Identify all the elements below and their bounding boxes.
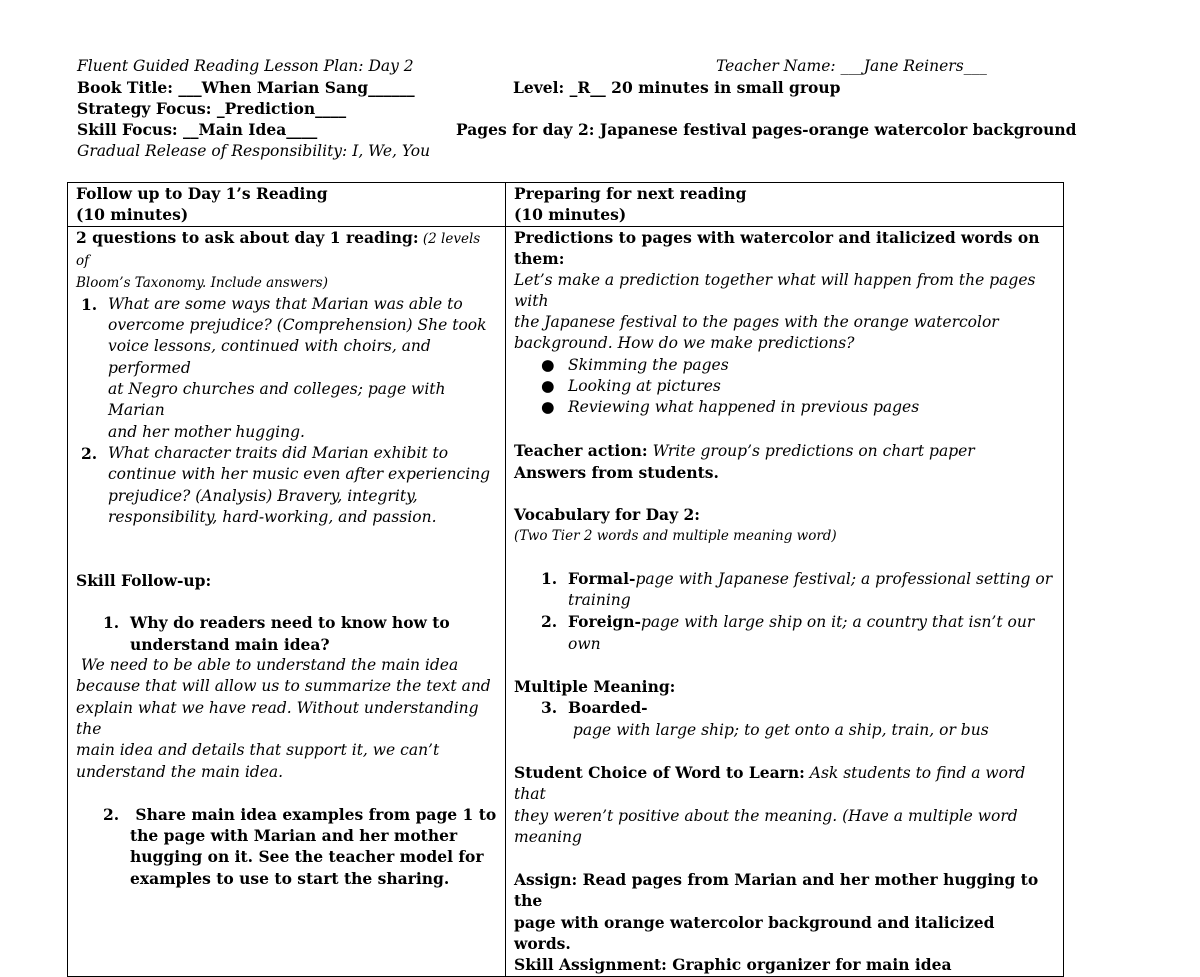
bullet-icon: ● bbox=[541, 398, 555, 417]
right-column-header bbox=[506, 183, 1064, 227]
question-line: responsibility, hard-working, and passion. bbox=[108, 507, 437, 526]
student-choice-text-cont: meaning bbox=[514, 827, 582, 846]
right-header-duration: (10 minutes) bbox=[514, 205, 627, 225]
followup-list-1 bbox=[76, 612, 497, 655]
list-item bbox=[76, 612, 497, 655]
predictions-text-line: background. How do we make predictions? bbox=[514, 334, 855, 353]
predictions-heading-cont: them: bbox=[514, 249, 565, 269]
pages-day-2: Pages for day 2: Japanese festival pages-orange watercolor background bbox=[456, 120, 1077, 139]
list-number: 1. bbox=[103, 613, 120, 633]
followup-answer-line: because that will allow us to summarize the text and bbox=[76, 677, 491, 696]
followup-answer-line: explain what we have read. Without understanding the bbox=[76, 698, 479, 738]
list-number: 2. bbox=[103, 804, 120, 824]
assign-line: Assign: Read pages from Marian and her mother hugging to the bbox=[514, 870, 1039, 911]
followup-list-2 bbox=[76, 804, 497, 889]
followup-answer-line: We need to be able to understand the main idea bbox=[76, 656, 459, 675]
bullet-icon: ● bbox=[541, 355, 555, 374]
student-choice-label: Student Choice of Word to Learn: bbox=[514, 762, 805, 782]
table-body-row bbox=[68, 227, 1064, 977]
vocab-word: Formal- bbox=[568, 568, 636, 588]
list-item bbox=[514, 355, 1055, 376]
left-header-duration: (10 minutes) bbox=[76, 205, 189, 225]
questions-note-cont: Bloom’s Taxonomy. Include answers) bbox=[76, 274, 328, 291]
student-choice-text: Ask students to find a word that bbox=[514, 763, 1026, 804]
skill-assignment: Skill Assignment: Graphic organizer for main idea bbox=[514, 955, 952, 975]
followup-line: Why do readers need to know how to bbox=[130, 613, 450, 633]
prediction-strategies-list bbox=[514, 355, 1055, 419]
question-line: continue with her music even after experiencing bbox=[108, 465, 491, 484]
answers-label: Answers from students. bbox=[514, 462, 719, 482]
table-header-row bbox=[68, 183, 1064, 227]
predictions-heading: Predictions to pages with watercolor and italicized words on bbox=[514, 228, 1040, 247]
skill-focus: Skill Focus: __Main Idea____ bbox=[77, 120, 318, 139]
vocab-word: Foreign- bbox=[568, 612, 641, 632]
left-column-header bbox=[68, 183, 506, 227]
bullet-text: Skimming the pages bbox=[568, 355, 729, 374]
left-header-title: Follow up to Day 1’s Reading bbox=[76, 184, 328, 203]
lesson-plan-table bbox=[67, 182, 1064, 977]
list-number: 1. bbox=[81, 294, 98, 314]
followup-line: hugging on it. See the teacher model for bbox=[130, 847, 484, 867]
vocab-definition: page with large ship; to get onto a ship, train, or bus bbox=[568, 720, 989, 739]
bullet-text: Looking at pictures bbox=[568, 377, 721, 396]
multiple-meaning-heading: Multiple Meaning: bbox=[514, 677, 676, 697]
right-header-title: Preparing for next reading bbox=[514, 184, 747, 203]
list-number: 1. bbox=[541, 568, 558, 588]
bullet-text: Reviewing what happened in previous pages bbox=[568, 398, 920, 417]
list-number: 2. bbox=[541, 612, 558, 632]
followup-answer-line: understand the main idea. bbox=[76, 762, 284, 781]
teacher-name: Teacher Name: ___Jane Reiners___ bbox=[716, 57, 987, 75]
question-line: prejudice? (Analysis) Bravery, integrity, bbox=[108, 486, 418, 505]
multiple-meaning-list bbox=[514, 697, 1055, 741]
followup-line: examples to use to start the sharing. bbox=[130, 868, 450, 888]
skill-followup-heading: Skill Follow-up: bbox=[76, 571, 212, 591]
question-line: voice lessons, continued with choirs, and performed bbox=[108, 337, 431, 377]
right-column-body bbox=[506, 227, 1064, 977]
list-item bbox=[514, 397, 1055, 418]
question-line: overcome prejudice? (Comprehension) She took bbox=[108, 316, 487, 335]
vocab-definition-cont: training bbox=[568, 591, 631, 610]
question-line: What character traits did Marian exhibit to bbox=[108, 443, 449, 462]
plan-title: Fluent Guided Reading Lesson Plan: Day 2 bbox=[77, 57, 414, 75]
followup-line: the page with Marian and her mother bbox=[130, 826, 458, 846]
gradual-release: Gradual Release of Responsibility: I, We, You bbox=[77, 142, 431, 160]
assign-line: page with orange watercolor background and italicized words. bbox=[514, 912, 995, 954]
left-column-body bbox=[68, 227, 506, 977]
vocab-definition: page with Japanese festival; a professional setting or bbox=[635, 569, 1053, 588]
vocab-word: Boarded- bbox=[568, 698, 648, 718]
followup-line: understand main idea? bbox=[130, 634, 330, 654]
predictions-text-line: Let’s make a prediction together what will happen from the pages with bbox=[514, 270, 1036, 310]
question-line: What are some ways that Marian was able to bbox=[108, 294, 463, 313]
book-title: Book Title: ___When Marian Sang______ bbox=[77, 78, 415, 97]
teacher-action-label: Teacher action: bbox=[514, 440, 648, 460]
questions-note: (2 levels of bbox=[76, 231, 481, 270]
student-choice bbox=[514, 762, 1055, 806]
list-item bbox=[514, 376, 1055, 397]
list-item bbox=[76, 443, 497, 528]
list-item bbox=[514, 611, 1055, 655]
student-choice-text-cont: they weren’t positive about the meaning. (Have a multiple word bbox=[514, 806, 1018, 825]
questions-heading bbox=[76, 227, 497, 273]
questions-label: 2 questions to ask about day 1 reading: bbox=[76, 228, 419, 247]
vocab-list bbox=[514, 568, 1055, 655]
vocab-definition: page with large ship on it; a country that isn’t our own bbox=[568, 613, 1035, 653]
followup-answer-line: main idea and details that support it, we can’t bbox=[76, 741, 440, 760]
vocab-note: (Two Tier 2 words and multiple meaning word) bbox=[514, 527, 837, 544]
list-item bbox=[514, 568, 1055, 612]
question-line: and her mother hugging. bbox=[108, 422, 305, 441]
bullet-icon: ● bbox=[541, 377, 555, 396]
followup-line: Share main idea examples from page 1 to bbox=[130, 804, 497, 824]
teacher-action bbox=[514, 440, 1055, 462]
list-item bbox=[76, 804, 497, 889]
predictions-text-line: the Japanese festival to the pages with the orange watercolor bbox=[514, 313, 999, 332]
list-item bbox=[514, 697, 1055, 741]
questions-list bbox=[76, 294, 497, 528]
strategy-focus: Strategy Focus: _Prediction____ bbox=[77, 99, 347, 118]
level-info: Level: _R__ 20 minutes in small group bbox=[513, 78, 841, 97]
vocab-heading: Vocabulary for Day 2: bbox=[514, 505, 700, 525]
teacher-action-text: Write group’s predictions on chart paper bbox=[647, 441, 975, 460]
list-number: 2. bbox=[81, 443, 98, 463]
list-number: 3. bbox=[541, 698, 558, 718]
question-line: at Negro churches and colleges; page with Marian bbox=[108, 380, 446, 420]
list-item bbox=[76, 294, 497, 443]
